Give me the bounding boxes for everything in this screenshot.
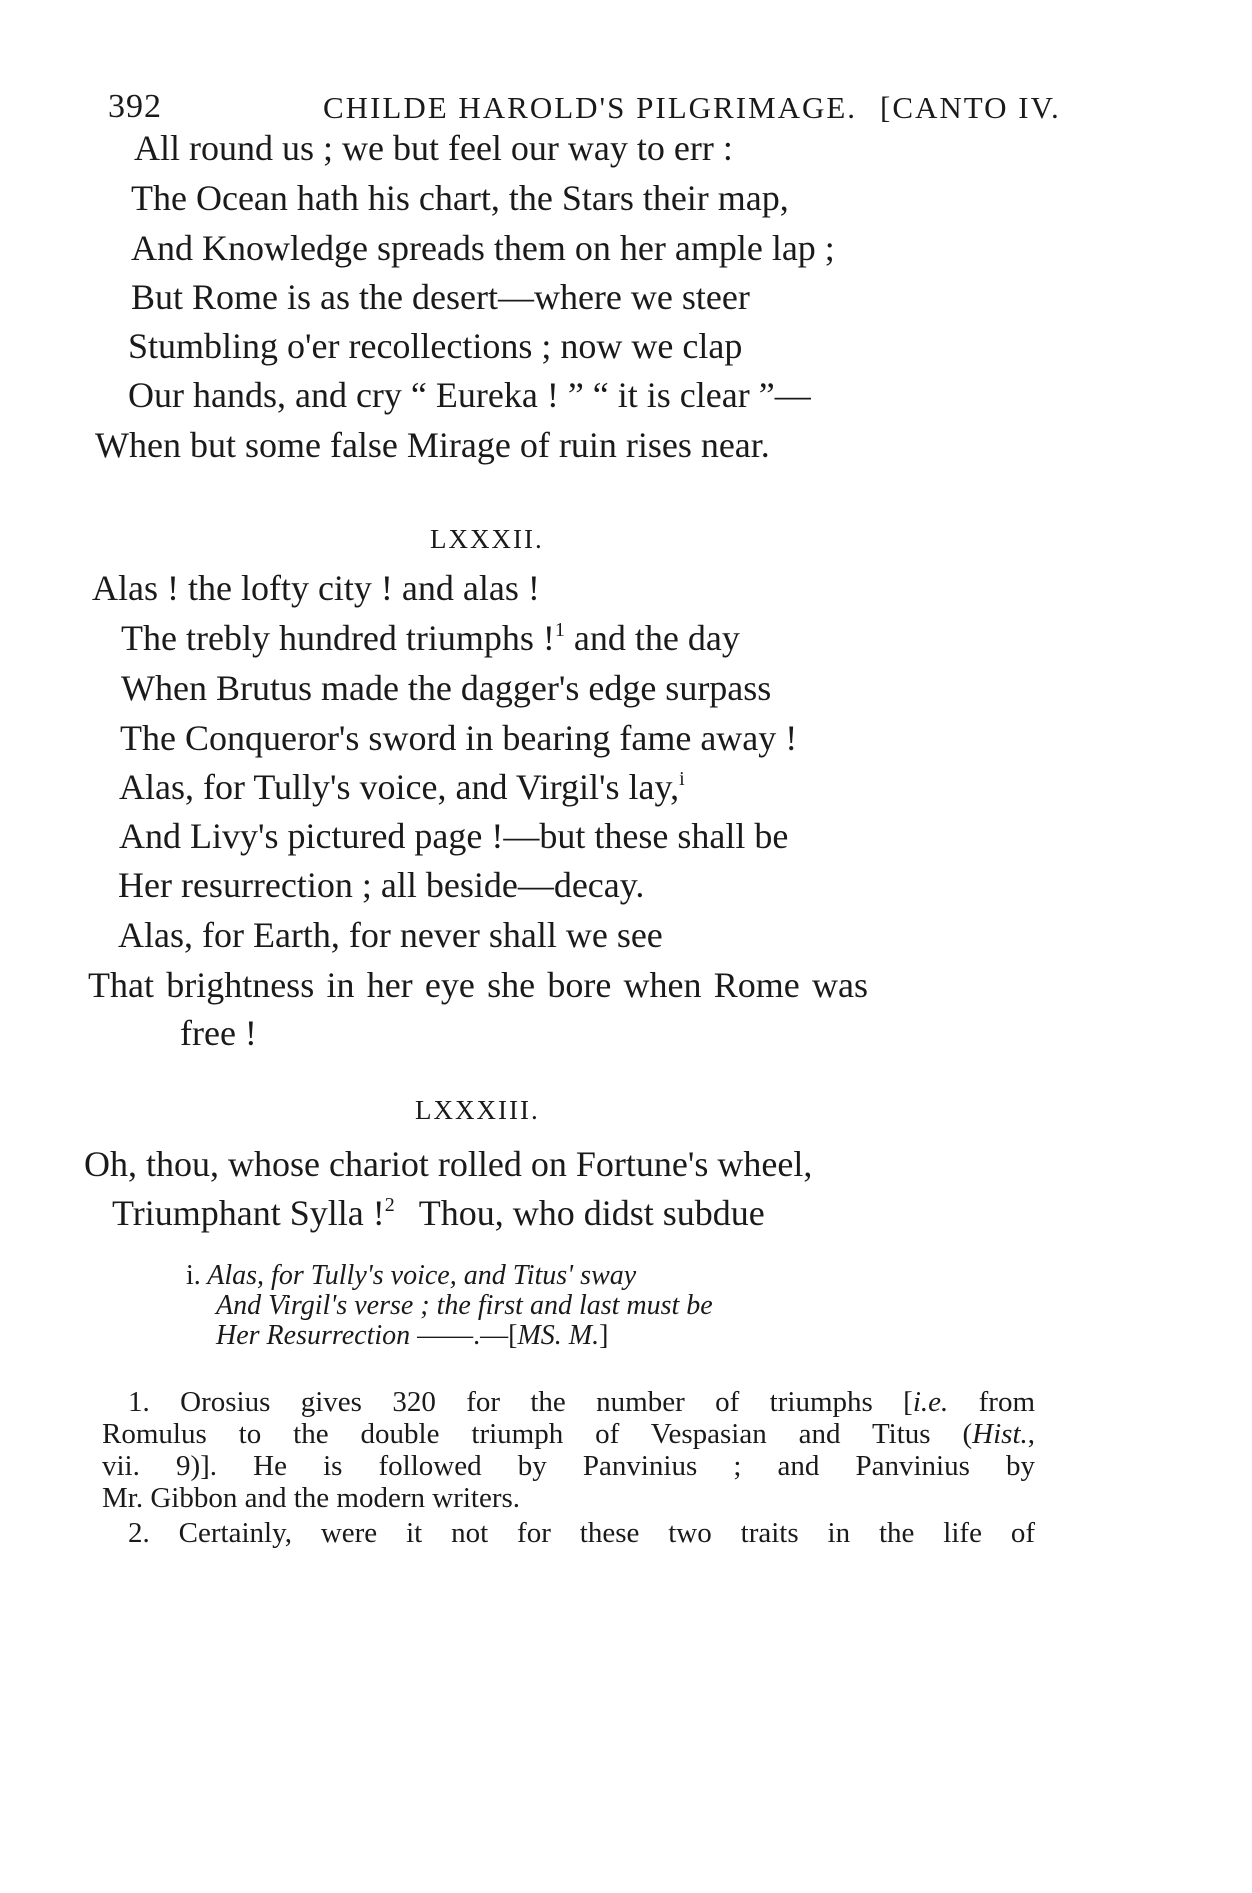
variant-note-line: And Virgil's verse ; the first and last must be <box>216 1290 713 1321</box>
verse-line: And Livy's pictured page !—but these shall be <box>119 816 789 856</box>
verse-line: When Brutus made the dagger's edge surpass <box>121 668 772 708</box>
footnote-line: 1. Orosius gives 320 for the number of triumphs [i.e. from <box>128 1386 1036 1418</box>
footnote-mark: 2 <box>384 1194 395 1216</box>
canto-label: [CANTO IV. <box>880 90 1061 125</box>
footnote-mark: 1 <box>554 619 565 641</box>
variant-label: i. <box>186 1260 201 1291</box>
stanza-numeral: LXXXIII. <box>415 1095 540 1125</box>
verse-line: Alas ! the lofty city ! and alas ! <box>92 568 540 608</box>
verse-line: Stumbling o'er recollections ; now we clap <box>128 326 743 366</box>
verse-line: Triumphant Sylla !$^2$ Thou, who didst subdue <box>112 1193 765 1233</box>
verse-line: The trebly hundred triumphs !$^1$ and the day <box>121 618 740 658</box>
verse-line: When but some false Mirage of ruin rises near. <box>95 425 770 465</box>
variant-note-line: i. Alas, for Tully's voice, and Titus' sway <box>186 1260 637 1291</box>
footnote-number: 2. <box>128 1517 150 1549</box>
verse-line: free ! <box>180 1013 257 1053</box>
footnote-line: Mr. Gibbon and the modern writers. <box>102 1482 521 1514</box>
page-number: 392 <box>108 88 162 125</box>
footnote-line: 2. Certainly, were it not for these two traits in the life of <box>128 1517 1036 1549</box>
verse-line: But Rome is as the desert—where we steer <box>131 277 750 317</box>
verse-line: Oh, thou, whose chariot rolled on Fortune's wheel, <box>84 1144 813 1184</box>
running-title: CHILDE HAROLD'S PILGRIMAGE. <box>323 90 858 125</box>
verse-line: The Conqueror's sword in bearing fame away ! <box>120 718 798 758</box>
footnote-number: 1. <box>128 1386 150 1418</box>
verse-line: Our hands, and cry “ Eureka ! ” “ it is clear ”— <box>128 375 811 415</box>
verse-line: Alas, for Earth, for never shall we see <box>118 915 663 955</box>
stanza-numeral: LXXXII. <box>430 524 544 554</box>
variant-mark: i <box>679 768 685 790</box>
verse-line: All round us ; we but feel our way to err : <box>134 128 733 168</box>
verse-line: That brightness in her eye she bore when Rome was <box>88 965 868 1005</box>
verse-line: The Ocean hath his chart, the Stars their map, <box>131 178 789 218</box>
footnote-line: Romulus to the double triumph of Vespasian and Titus (Hist., <box>102 1418 1035 1450</box>
verse-line: Her resurrection ; all beside—decay. <box>118 865 645 905</box>
footnote-line: vii. 9)]. He is followed by Panvinius ; and Panvinius by <box>102 1450 1035 1482</box>
running-header <box>108 78 1068 128</box>
variant-note-line: Her Resurrection ——.—[MS. M.] <box>216 1320 609 1351</box>
verse-line: Alas, for Tully's voice, and Virgil's lay,$^i$ <box>119 767 685 807</box>
verse-line: And Knowledge spreads them on her ample lap ; <box>131 228 835 268</box>
